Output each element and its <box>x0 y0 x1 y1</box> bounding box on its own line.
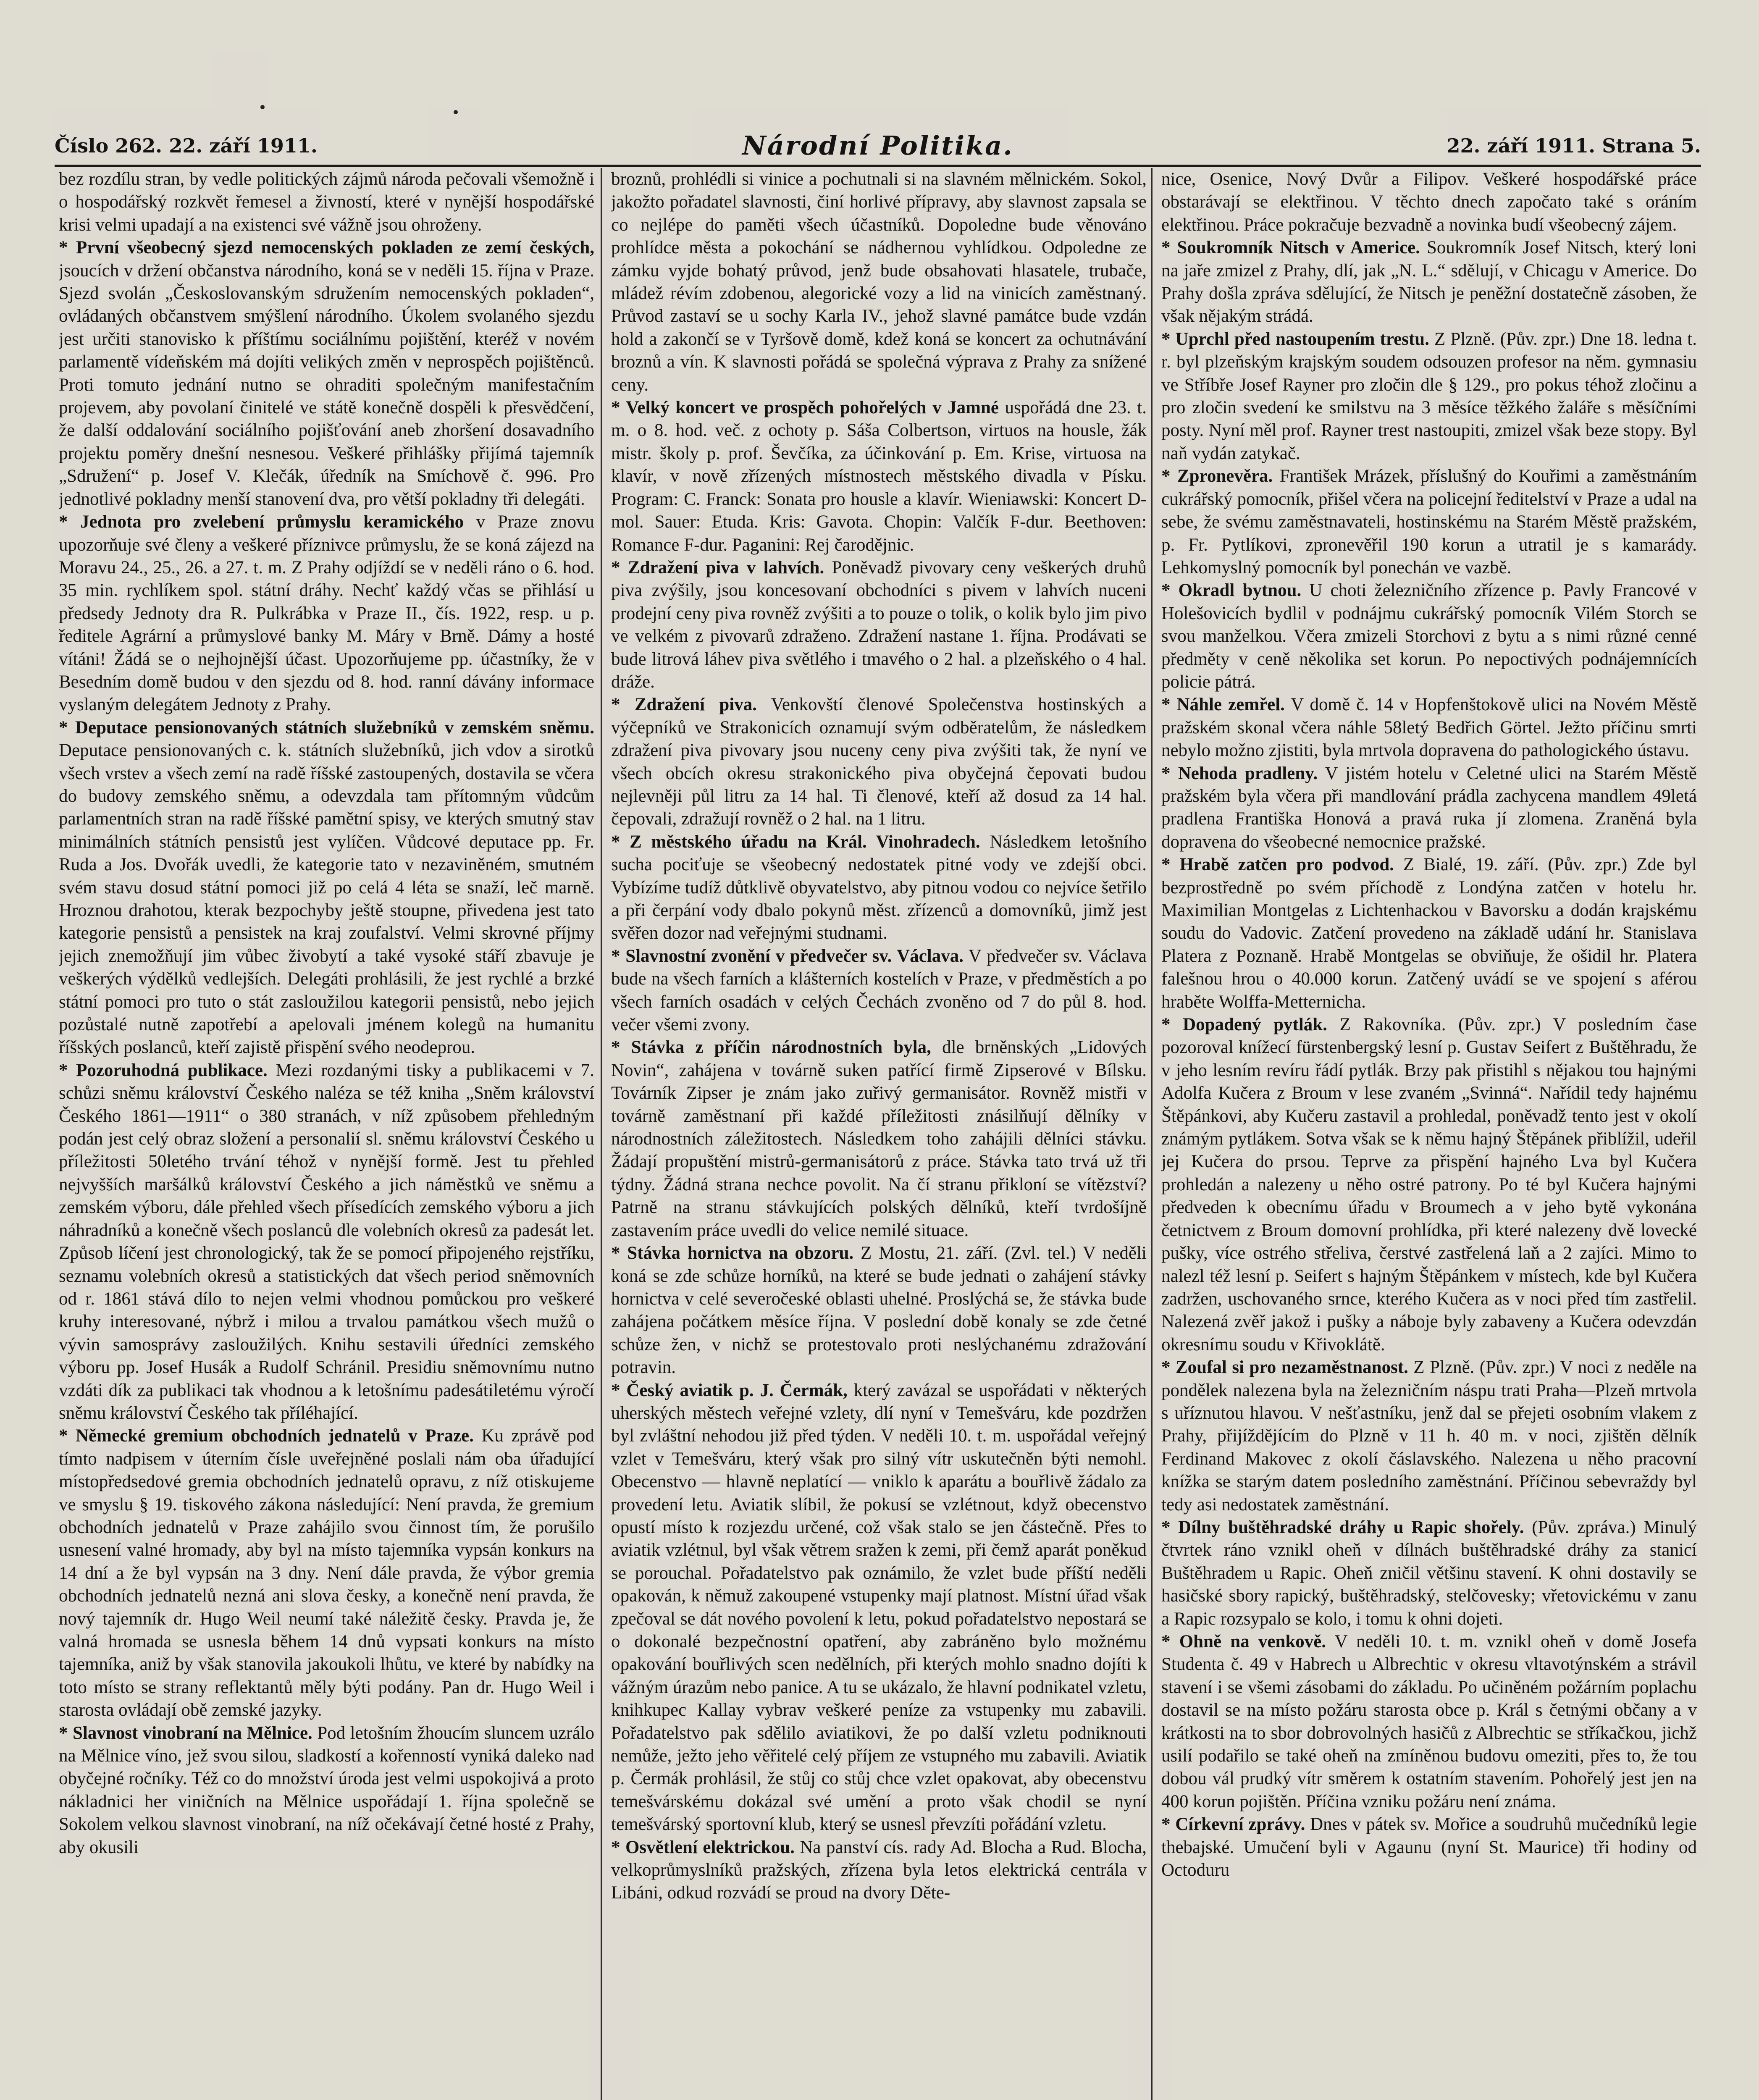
article-heading: * Náhle zemřel. <box>1161 695 1285 715</box>
article-text: V předvečer sv. Václava bude na všech farních a klášterních kostelích v Praze, v předměstích a po všech farních osadách v celých Čechách zvoněno od 7 do půl 8. hod. večer všemi zvony. <box>611 946 1147 1035</box>
article-text: Z Plzně. (Pův. zpr.) V noci z neděle na pondělek nalezena byla na železničním náspu trati Praha—Plzeň mrtvola s uříznutou hlavou. V nešťastníku, jenž dal se přejeti osobním vlakem z Prahy, přijíždějícím do Plzně v 11 h. 40 m. v noci, zjištěn dělník Ferdinand Makovec z okolí čáslavského. Nalezena u něho pracovní knížka se starým datem posledního zaměstnání. Příčinou sebevraždy byl tedy asi nedostatek zaměstnání. <box>1161 1357 1697 1515</box>
article-paragraph <box>1161 853 1697 1013</box>
article-text: V jistém hotelu v Celetné ulici na Starém Městě pražském byla včera při mandlování prádla zachycena mandlem 49letá pradlena Františka Honová a pravá ruka jí zlomena. Zraněná byla dopravena do všeobecné nemocnice pražské. <box>1161 763 1697 852</box>
page-info: 22. září 1911. Strana 5. <box>1447 134 1701 157</box>
article-paragraph <box>1161 465 1697 579</box>
article-paragraph <box>59 511 594 717</box>
article-text: Na panství cís. rady Ad. Blocha a Rud. Blocha, velkoprůmyslníků pražských, zřízena byla letos elektrická centrála v Libáni, odkud rozvádí se proud na dvory Děte- <box>611 1837 1147 1903</box>
article-text: jsoucích v držení občanstva národního, koná se v neděli 15. října v Praze. Sjezd svolán „Českoslovanským sdružením nemocenských pokladen“, ovládaných občanstvem smýšlení národního. Úkolem svolaného sjezdu jest určiti stanovisko k příštímu sociálnímu pojištění, kteréž v novém parlamentě vídeňském má dojíti velikých změn v neprospěch pojištěnců. Proti tomuto jednání nutno se ohraditi společným manifestačním projevem, aby povolaní činitelé ve státě konečně dospěli k přesvědčení, že další oddalování sociálního pojišťování aneb zhoršení dosavadního projektu poměry dnešní nesnesou. Veškeré přihlášky přijímá tajemník „Sdružení“ p. Josef V. Klečák, úředník na Smíchově č. 996. Pro jednotlivé pokladny menší stanovení dva, pro větší pokladny tři delegáti. <box>59 260 594 509</box>
article-paragraph <box>611 1242 1147 1379</box>
article-heading: * Stávka hornictva na obzoru. <box>611 1243 854 1263</box>
article-heading: * Velký koncert ve prospěch pohořelých v Jamné <box>611 398 999 418</box>
article-paragraph <box>59 1722 594 1859</box>
article-paragraph <box>611 1836 1147 1905</box>
article-paragraph <box>611 1036 1147 1242</box>
article-paragraph <box>59 1059 594 1425</box>
article-heading: * Deputace pensionovaných státních služebníků v zemském sněmu. <box>59 717 594 738</box>
ink-speck <box>260 105 265 109</box>
article-paragraph <box>1161 1356 1697 1516</box>
article-paragraph <box>611 1379 1147 1836</box>
article-text: Pod letošním žhoucím sluncem uzrálo na Mělnice víno, jež svou silou, sladkostí a kořenností vyniká daleko nad obyčejné ročníky. Též co do množství úroda jest velmi uspokojivá a proto nákladnici her viničních na Mělnice uspořádají 1. října společně se Sokolem velkou slavnost vinobraní, na níž očekávají četné hosté z Prahy, aby okusili <box>59 1723 594 1857</box>
article-heading: * Stávka z příčin národnostních byla, <box>611 1037 931 1058</box>
article-paragraph <box>1161 168 1697 236</box>
article-heading: * Zoufal si pro nezaměstnanost. <box>1161 1357 1408 1378</box>
article-paragraph <box>1161 579 1697 693</box>
ink-speck <box>454 110 458 114</box>
article-heading: * Slavnostní zvonění v předvečer sv. Václava. <box>611 946 964 966</box>
column-divider <box>1151 168 1153 2100</box>
article-heading: * Soukromník Nitsch v Americe. <box>1161 238 1420 258</box>
article-heading: * Z městského úřadu na Král. Vinohradech. <box>611 832 980 852</box>
article-heading: * Pozoruhodná publikace. <box>59 1060 268 1080</box>
article-heading: * Jednota pro zvelebení průmyslu keramického <box>59 512 464 532</box>
article-paragraph <box>59 1425 594 1722</box>
article-heading: * Nehoda pradleny. <box>1161 763 1318 783</box>
article-heading: * Uprchl před nastoupením trestu. <box>1161 329 1429 349</box>
article-heading: * První všeobecný sjezd nemocenských pokladen ze zemí českých, <box>59 238 594 258</box>
article-paragraph <box>59 168 594 236</box>
article-text: František Mrázek, příslušný do Kouřimi a zaměstnáním cukrářský pomocník, přišel včera na policejní ředitelství v Praze a udal na sebe, že svému zaměstnavateli, hostinskému na Starém Městě pražském, p. Fr. Pytlíkovi, zpronevěřil 190 korun a utratil je s kamarády. Lehkomyslný pomocník byl ponechán ve vazbě. <box>1161 466 1697 578</box>
article-text: Z Plzně. (Pův. zpr.) Dne 18. ledna t. r. byl plzeňským krajským soudem odsouzen profesor na něm. gymnasiu ve Stříbře Josef Rayner pro zločin dle § 129., pro pokus téhož zločinu a pro zločin svedení ke smilstvu na 3 měsíce těžkého žaláře s měsíčními posty. Nyní měl prof. Rayner trest nastoupiti, zmizel však beze stopy. Byl naň vydán zatykač. <box>1161 329 1697 463</box>
article-heading: * Slavnost vinobraní na Mělnice. <box>59 1723 312 1743</box>
article-heading: * Hrabě zatčen pro podvod. <box>1161 855 1394 875</box>
article-paragraph <box>1161 1013 1697 1356</box>
column-2 <box>611 168 1147 2100</box>
page-header <box>55 126 1701 164</box>
article-text: Ku zprávě pod tímto nadpisem v úterním čísle uveřejněné poslali nám oba úřadující místopředsedové gremia obchodních jednatelů opravu, z níž otiskujeme ve smyslu § 19. tiskového zákona následující: Není pravda, že gremium obchodních jednatelů v Praze zahájilo svou činnost tím, že porušilo usnesení valné hromady, aby byl na místo tajemníka vypsán konkurs na 14 dní a že byl vypsán na 3 dny. Není dále pravda, že výbor gremia obchodních jednatelů nezná ani slova česky, a konečně není pravda, že nový tajemník dr. Hugo Weil neumí také náležitě česky. Pravda je, že valná hromada se usnesla během 14 dnů vypsati konkurs na místo tajemníka, aniž by však stanovila jakoukoli lhůtu, ve které by nabídky na toto místo se strany reflektantů měly býti podány. Pan dr. Hugo Weil i starosta ovládají obě zemské jazyky. <box>59 1426 594 1720</box>
article-text: broznů, prohlédli si vinice a pochutnali si na slavném mělnickém. Sokol, jakožto pořadatel slavnosti, činí horlivé přípravy, aby slavnost zapsala se co nejlépe do paměti všech účastníků. Dopoledne bude věnováno prohlídce města a pokochání se nádhernou vyhlídkou. Odpoledne ze zámku vyjde bohatý průvod, jenž bude obsahovati hlasatele, trubače, mládež révím zdobenou, alegorické vozy a lid na vinicích zaměstnaný. Průvod zastaví se u sochy Karla IV., jehož slavné památce bude vzdán hold a zakončí se v Tyršově domě, kdež koná se koncert za ochutnávání broznů a vín. K slavnosti pořádá se společná výprava z Prahy za snížené ceny. <box>611 169 1147 395</box>
article-text: Mezi rozdanými tisky a publikacemi v 7. schůzi sněmu království Českého naléza se též kniha „Sněm království Českého 1861—1911“ o 380 stranách, v níž způsobem přehledným podán jest celý obraz složení a personalií sl. sněmu království Českého u příležitosti 50letého trvání téhož v nynější formě. Jest tu přehled nejvyšších maršálků království Českého a jich náměstků ve sněmu a zemském výboru, dále přehled všech přísedících zemského výboru a jich náhradníků a konečně všech poslanců dle volebních okresů za padesát let. Způsob líčení jest chronologický, tak že se pomocí připojeného rejstříku, seznamu volebních okresů a statistických dat všech period sněmovních od r. 1861 stává dílo to nejen velmi vhodnou pomůckou pro veškeré kruhy interesované, nýbrž i milou a trvalou památkou všech mužů o vývin samosprávy zasloužilých. Knihu sestavili úředníci zemského výboru pp. Josef Husák a Rudolf Schránil. Presidiu sněmovnímu nutno vzdáti dík za publikaci tak vhodnou a k letošnímu padesátiletému výročí sněmu království Českého tak příléhající. <box>59 1060 594 1423</box>
article-text: Venkovští členové Společenstva hostinských a výčepníků ve Strakonicích oznamují svým odběratelům, že následkem zdražení piva pivovary jsou nuceny ceny piva zvýšiti tak, že nyní ve všech obcích okresu strakonického piva obyčejná čepovati budou nejlevněji půl litru za 14 hal. Ti členové, kteří až dosud za 14 hal. čepovali, zdražují rovněž o 2 hal. na 1 litru. <box>611 695 1147 829</box>
issue-info: Číslo 262. 22. září 1911. <box>55 134 318 157</box>
article-heading: * Německé gremium obchodních jednatelů v Praze. <box>59 1426 474 1446</box>
article-heading: * Český aviatik p. J. Čermák, <box>611 1380 848 1400</box>
article-paragraph <box>59 236 594 511</box>
article-paragraph <box>611 945 1147 1037</box>
article-heading: * Okradl bytnou. <box>1161 580 1302 601</box>
article-paragraph <box>1161 1813 1697 1882</box>
article-paragraph <box>1161 1516 1697 1630</box>
article-text: Dnes v pátek sv. Mořice a soudruhů mučedníků legie thebajské. Umučení byli v Agaunu (nyní St. Maurice) tři hodiny od Octoduru <box>1161 1814 1697 1880</box>
article-paragraph <box>1161 762 1697 854</box>
article-paragraph <box>611 556 1147 693</box>
article-text: (Pův. zpráva.) Minulý čtvrtek ráno vznikl oheň v dílnách buštěhradské dráhy za stanicí Buštěhradem u Rapic. Oheň zničil většinu stavení. K ohni dostavily se hasičské sbory rapický, buštěhradský, stelčovesky; vřetovickému v zanu a Rapic rozsypalo se kolo, i tomu k ohni dojeti. <box>1161 1517 1697 1629</box>
article-paragraph <box>611 693 1147 830</box>
article-heading: * Osvětlení elektrickou. <box>611 1837 795 1857</box>
article-paragraph <box>611 168 1147 396</box>
article-heading: * Zpronevěra. <box>1161 466 1273 486</box>
article-text: Poněvadž pivovary ceny veškerých druhů piva zvýšily, jsou koncesovaní obchodníci s pivem v lahvích nuceni prodejní ceny piva rovněž zvýšiti a to pouze o tolik, o kolik bylo jim pivo ve velkém z pivovarů zdraženo. Zdražení nastane 1. října. Prodávati se bude litrová láhev piva světlého i tmavého o 2 hal. a plzeňského o 4 hal. dráže. <box>611 557 1147 692</box>
article-text: Soukromník Josef Nitsch, který loni na jaře zmizel z Prahy, dlí, jak „N. L.“ sdělují, v Chicagu v Americe. Do Prahy došla zpráva sdělující, že Nitsch je peněžní dostatečně zásoben, že však nějakým strádá. <box>1161 238 1697 326</box>
article-text: v Praze znovu upozorňuje své členy a veškeré příznivce průmyslu, že se koná zájezd na Moravu 24., 25., 26. a 27. t. m. Z Prahy odjíždí se v neděli ráno o 6. hod. 35 min. rychlíkem spol. státní dráhy. Nechť každý včas se přihlásí u předsedy Jednoty dra R. Pulkrábka v Praze II., čís. 1922, resp. u p. ředitele Agrární a průmyslové banky M. Máry v Brně. Dámy a hosté vítáni! Žádá se o nejhojnější účast. Upozorňujeme pp. účastníky, že v Besedním domě budou v den sjezdu od 8. hod. ranní dávány informace vyslaným delegátem Jednoty z Prahy. <box>59 512 594 715</box>
article-heading: * Dopadený pytlák. <box>1161 1015 1327 1035</box>
article-text: uspořádá dne 23. t. m. o 8. hod. več. z ochoty p. Sáša Colbertson, virtuos na housle, žák mistr. školy p. prof. Ševčíka, za účinkování p. Em. Krise, virtuosa na klavír, v nově zřízených místnostech městského divadla v Písku. Program: C. Franck: Sonata pro housle a klavír. Wieniawski: Koncert D-mol. Sauer: Etuda. Kris: Gavota. Chopin: Valčík F-dur. Beethoven: Romance F-dur. Paganini: Rej čarodějnic. <box>611 398 1147 555</box>
article-paragraph <box>59 717 594 1059</box>
article-text: nice, Osenice, Nový Dvůr a Filipov. Veškeré hospodářské práce obstarávají se elektřinou. V těchto dnech započato také s oráním elektřinou. Práce pokračuje bezvadně a novinka budí všeobecný zájem. <box>1161 169 1697 235</box>
article-heading: * Dílny buštěhradské dráhy u Rapic shořely. <box>1161 1517 1524 1537</box>
article-heading: * Zdražení piva. <box>611 695 757 715</box>
article-heading: * Zdražení piva v lahvích. <box>611 557 824 578</box>
article-paragraph <box>1161 328 1697 465</box>
article-text: dle brněnských „Lidových Novin“, zahájena v továrně suken patřící firmě Zipserové v Bílsku. Továrník Zipser je znám jako zuřivý germanisátor. Rovněž mistři v továrně zaměstnaní při každé příležitosti znásilňují dělníky v národnostních záležitostech. Následkem toho zahájili dělníci stávku. Žádají propuštění mistrů-germanisátorů z práce. Stávka tato trvá už tři týdny. Žádná strana nechce povolit. Na čí stranu přikloní se vítězství? Patrně na stranu stávkujících polských dělníků, kteří tvrdošíjně zastavením práce uvedli do velice nemilé situace. <box>611 1037 1147 1240</box>
article-text: Z Mostu, 21. září. (Zvl. tel.) V neděli koná se zde schůze horníků, na které se bude jednati o zahájení stávky hornictva v celé severočeské oblasti uhelné. Proslýchá se, že stávka bude zahájena počátkem měsíce října. V poslední době konaly se zde četné schůze žen, v nichž se protestovalo proti neslýchanému zdražování potravin. <box>611 1243 1147 1378</box>
article-text: Deputace pensionovaných c. k. státních služebníků, jich vdov a sirotků všech vrstev a všech zemí na radě říšské zastoupených, dostavila se včera do budovy zemského sněmu, a odevzdala tam přítomným vůdcům parlamentních stran na radě říšské pamětní spisy, ve kterých smutný stav minimálních státních pensistů jest vylíčen. Vůdcové deputace pp. Fr. Ruda a Jos. Dvořák uvedli, že kategorie tato v nezaviněném, smutném svém stavu dosud státní pomoci již po celá 4 léta se snaží, leč marně. Hroznou drahotou, kterak bezpochyby ještě stoupne, přivedena jest tato kategorie pensistů a pensistek na kraj zoufalství. Velmi skrovné příjmy jejich znemožňují jim vůbec živobytí a také vysoké stáří zbavuje je veškerých výdělků vedlejších. Delegáti prohlásili, že jest rychlé a brzké státní pomoci pro tuto o stát zasloužilou kategorii pensistů, nebo jejich pozůstalé nutně zapotřebí a apelovali jménem kolegů na humanitu říšských poslanců, kteří zajistě přispění svého neodeprou. <box>59 740 594 1058</box>
article-paragraph <box>611 831 1147 945</box>
article-text: V neděli 10. t. m. vznikl oheň v domě Josefa Studenta č. 49 v Habrech u Albrechtic v okresu vltavotýnském a strávil stavení i se všemi zásobami do základu. Po učiněném požárním poplachu dostavil se na místo požáru starosta obce p. Král s četnými občany a v krátkosti na to sbor dobrovolných hasičů z Albrechtic se stříkačkou, jichž usilí podařilo se také oheň na zmíněnou budovu omeziti, přes to, že tou dobou vál prudký vítr směrem k ostatním stavením. Pohořelý jest jen na 400 korun pojištěn. Příčina vzniku požáru není známa. <box>1161 1632 1697 1811</box>
article-paragraph <box>1161 1630 1697 1813</box>
header-rule <box>55 165 1701 167</box>
article-text: Z Rakovníka. (Pův. zpr.) V posledním čase pozoroval knížecí fürstenbergský lesní p. Gustav Seifert z Buštěhradu, že v jeho lesním revíru řádí pytlák. Brzy pak přistihl s nějakou tou hajnými Adolfa Kučera z Broum v lese zvaném „Svinná“. Nařídil tedy hajnému Štěpánkovi, aby Kučeru zastavil a prohledal, poněvadž tento jest v okolí známým pytlákem. Sotva však se k němu hajný Štěpánek přiblížil, udeřil jej Kučera do prsou. Teprve za přispění hajného Lva byl Kučera prohledán a nalezeny u něho ostré patrony. Po té byl Kučera hajnými předveden k obecnímu úřadu v Broumech a v jeho bytě vykonána četnictvem z Broum domovní prohlídka, při které nalezeny dvě lovecké pušky, více ostrého střeliva, čerstvé zastřelená laň a 2 zajíci. Mimo to nalezl též lesní p. Seifert s hajným Štěpánkem v místech, kde byl Kučera zadržen, uschovaného srnce, kterého Kučera as v noci před tím zastřelil. Nalezená zvěř jakož i pušky a náboje byly zabaveny a Kučera odevzdán okresnímu soudu v Křivoklátě. <box>1161 1015 1697 1354</box>
article-paragraph <box>611 396 1147 556</box>
article-text: bez rozdílu stran, by vedle politických zájmů národa pečovali všemožně i o hospodářský rozkvět řemesel a živností, které v nynější hospodářské krisi velmi upadají a na existenci své vážně jsou ohroženy. <box>59 169 594 235</box>
article-text: který zavázal se uspořádati v některých uherských městech veřejné vzlety, dlí nyní v Temešváru, kde pozdržen byl zvláštní nehodou již před týden. V neděli 10. t. m. uspořádal veřejný vzlet v Temešváru, který však pro silný vítr uskutečněn býti nemohl. Obecenstvo — hlavně neplatící — vniklo k aparátu a bouřlivě žádalo za provedení letu. Aviatik slíbil, že pokusí se vzlétnout, když obecenstvo opustí místo k rozjezdu určené, což však stalo se jen částečně. Přes to aviatik vzlétnul, byl však větrem sražen k zemi, při čemž aparát poněkud se porouchal. Pořadatelstvo pak oznámilo, že vzlet bude příští neděli opakován, k němuž zakoupené vstupenky mají platnost. Místní úřad však zpečoval se dát nového povolení k letu, pokud pořadatelstvo nepostará se o dokonalé bezpečnostní opatření, aby zabráněno bylo možnému opakování bouřlivých scen nedělních, při kterých mohlo snadno dojíti k vážným úrazům nebo panice. A tu se ukázalo, že hlavní podnikatel vzletu, knihkupec Kallay vybrav veškeré peníze za vstupenky mu zabavili. Pořadatelstvo pak sdělilo aviatikovi, že po další vzletu podniknouti nemůže, ježto jeho věřitelé celý příjem ze vstupného mu zabavili. Aviatik p. Čermák prohlásil, že stůj co stůj chce vzlet opakovat, aby obecenstvu temešvárskému dokázal své umění a proto však chodil se nyní temešvárský sportovní klub, který se usnesl převzíti pořádání vzletu. <box>611 1380 1147 1835</box>
column-divider <box>601 168 602 2100</box>
column-3 <box>1161 168 1697 2100</box>
article-paragraph <box>1161 693 1697 762</box>
article-text: U choti železničního zřízence p. Pavly Francové v Holešovicích bydlil v podnájmu cukrářský pomocník Vilém Storch se svou manželkou. Včera zmizeli Storchovi z bytu a s nimi různé cenné předměty v ceně několika set korun. Po nepoctivých podnájemnících policie pátrá. <box>1161 580 1697 692</box>
article-text: Následkem letošního sucha pociťuje se všeobecný nedostatek pitné vody ve zdejší obci. Vybízíme tudíž důtklivě obyvatelstvo, aby pitnou vodou co nejvíce šetřilo a při čerpání vody dbalo pokynů měst. zřízenců a domovníků, jimž jest svěřen dozor nad veřejnými studnami. <box>611 832 1147 943</box>
article-paragraph <box>1161 236 1697 328</box>
article-heading: * Ohně na venkově. <box>1161 1632 1326 1651</box>
column-1 <box>59 168 594 2100</box>
newspaper-title: Národní Politika. <box>742 130 1013 161</box>
article-heading: * Církevní zprávy. <box>1161 1814 1305 1835</box>
article-text: V domě č. 14 v Hopfenštokově ulici na Novém Městě pražském skonal včera náhle 58letý Bedřich Görtel. Ježto příčinu smrti nebylo možno zjistiti, byla mrtvola dopravena do pathologického ústavu. <box>1161 695 1697 761</box>
article-text: Z Bialé, 19. září. (Pův. zpr.) Zde byl bezprostředně po svém příchodě z Londýna zatčen v hotelu hr. Maximilian Montgelas z Lichtenhackou v Bavorsku a dodán krajskému soudu do Vadovic. Zatčení provedeno na základě udání hr. Stanislava Platera z Poznaně. Hrabě Montgelas se obviňuje, že ošidil hr. Platera falešnou hrou o 40.000 korun. Zatčený uvádí se ve spojení s aférou hraběte Wolffa-Metternicha. <box>1161 855 1697 1012</box>
